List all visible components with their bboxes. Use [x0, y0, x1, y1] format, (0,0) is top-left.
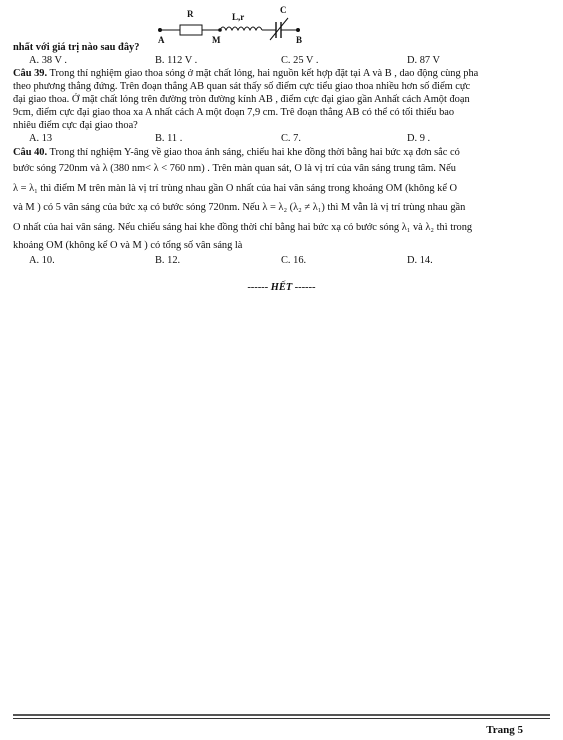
q40-line-2: bước sóng 720nm và λ (380 nm< λ < 760 nm) . Trên màn quan sát, O là vị trí của vân sáng trung tâm. Nếu [13, 163, 456, 174]
q40-line-1 [13, 146, 550, 159]
q39-label: Câu 39. [13, 68, 48, 79]
label-Lr: L,r [232, 12, 245, 22]
q38-option-a: A. 38 V . [29, 55, 68, 66]
q39-line-2: theo phương thẳng đứng. Trên đoạn thẳng AB quan sát thấy số điểm cực tiểu giao thoa nhiều hơn số điểm cực [13, 81, 471, 92]
resistor-icon [180, 25, 202, 35]
q39-line-4: 9cm, điểm cực đại giao thoa xa A nhất cách A một đoạn 7,9 cm. Trê đoạn thẳng AB có thể có tối thiểu bao [13, 107, 455, 118]
q39-option-d: D. 9 . [407, 133, 431, 144]
q40-label: Câu 40. [13, 147, 48, 158]
q40-line-3: λ = λ₁ thì điểm M trên màn là vị trí trùng nhau gần O nhất của hai vân sáng trong khoảng OM (không kể O [13, 183, 458, 194]
footer-rule-bottom [13, 718, 550, 719]
page-number: Trang 5 [486, 724, 523, 736]
q38-option-d: D. 87 V [407, 55, 441, 66]
variable-capacitor-arrow [270, 18, 288, 40]
q38-tail-text: nhất với giá trị nào sau đây? [13, 42, 140, 53]
q40-option-d: D. 14. [407, 255, 433, 266]
q39-line-3: đại giao thoa. Ở mặt chất lỏng trên đường tròn đường kính AB , điểm cực đại giao gần Anhất cách Amột đoạn [13, 94, 470, 105]
label-B: B [296, 35, 303, 45]
label-R: R [187, 9, 194, 19]
label-C: C [280, 5, 287, 15]
q40-line-6: khoảng OM (không kể O và M ) có tổng số vân sáng là [13, 240, 243, 251]
footer-rule-top [13, 714, 550, 716]
q38-option-c: C. 25 V . [281, 55, 319, 66]
end-marker: ------ HẾT ------ [247, 282, 316, 293]
q40-option-a: A. 10. [29, 255, 55, 266]
q39-text-1: Trong thí nghiệm giao thoa sóng ở mặt chất lỏng, hai nguồn kết hợp đặt tại A và B , dao động cùng pha [47, 68, 479, 79]
q39-line-5: nhiêu điểm cực đại giao thoa? [13, 120, 138, 131]
label-A: A [158, 35, 165, 45]
circuit-diagram [140, 2, 320, 46]
q40-text-1: Trong thí nghiệm Y-âng về giao thoa ánh sáng, chiếu hai khe đồng thời bằng hai bức xạ đơn sắc có [47, 147, 460, 158]
q40-option-b: B. 12. [155, 255, 181, 266]
q38-option-b: B. 112 V . [155, 55, 198, 66]
q39-line-1 [13, 67, 550, 80]
label-M: M [212, 35, 221, 45]
q40-line-4: và M ) có 5 vân sáng của bức xạ có bước sóng 720nm. Nếu λ = λ₂ (λ₂ ≠ λ₁) thì M vẫn là vị trí trùng nhau gần [13, 202, 466, 213]
q38-tail [13, 41, 550, 54]
q39-option-a: A. 13 [29, 133, 53, 144]
q40-line-5: O nhất của hai vân sáng. Nếu chiếu sáng hai khe đồng thời chỉ bằng hai bức xạ có bước sóng λ₁ và λ₂ thì trong [13, 222, 473, 233]
q40-option-c: C. 16. [281, 255, 307, 266]
q39-option-c: C. 7. [281, 133, 301, 144]
inductor-icon [220, 27, 262, 30]
q39-option-b: B. 11 . [155, 133, 183, 144]
